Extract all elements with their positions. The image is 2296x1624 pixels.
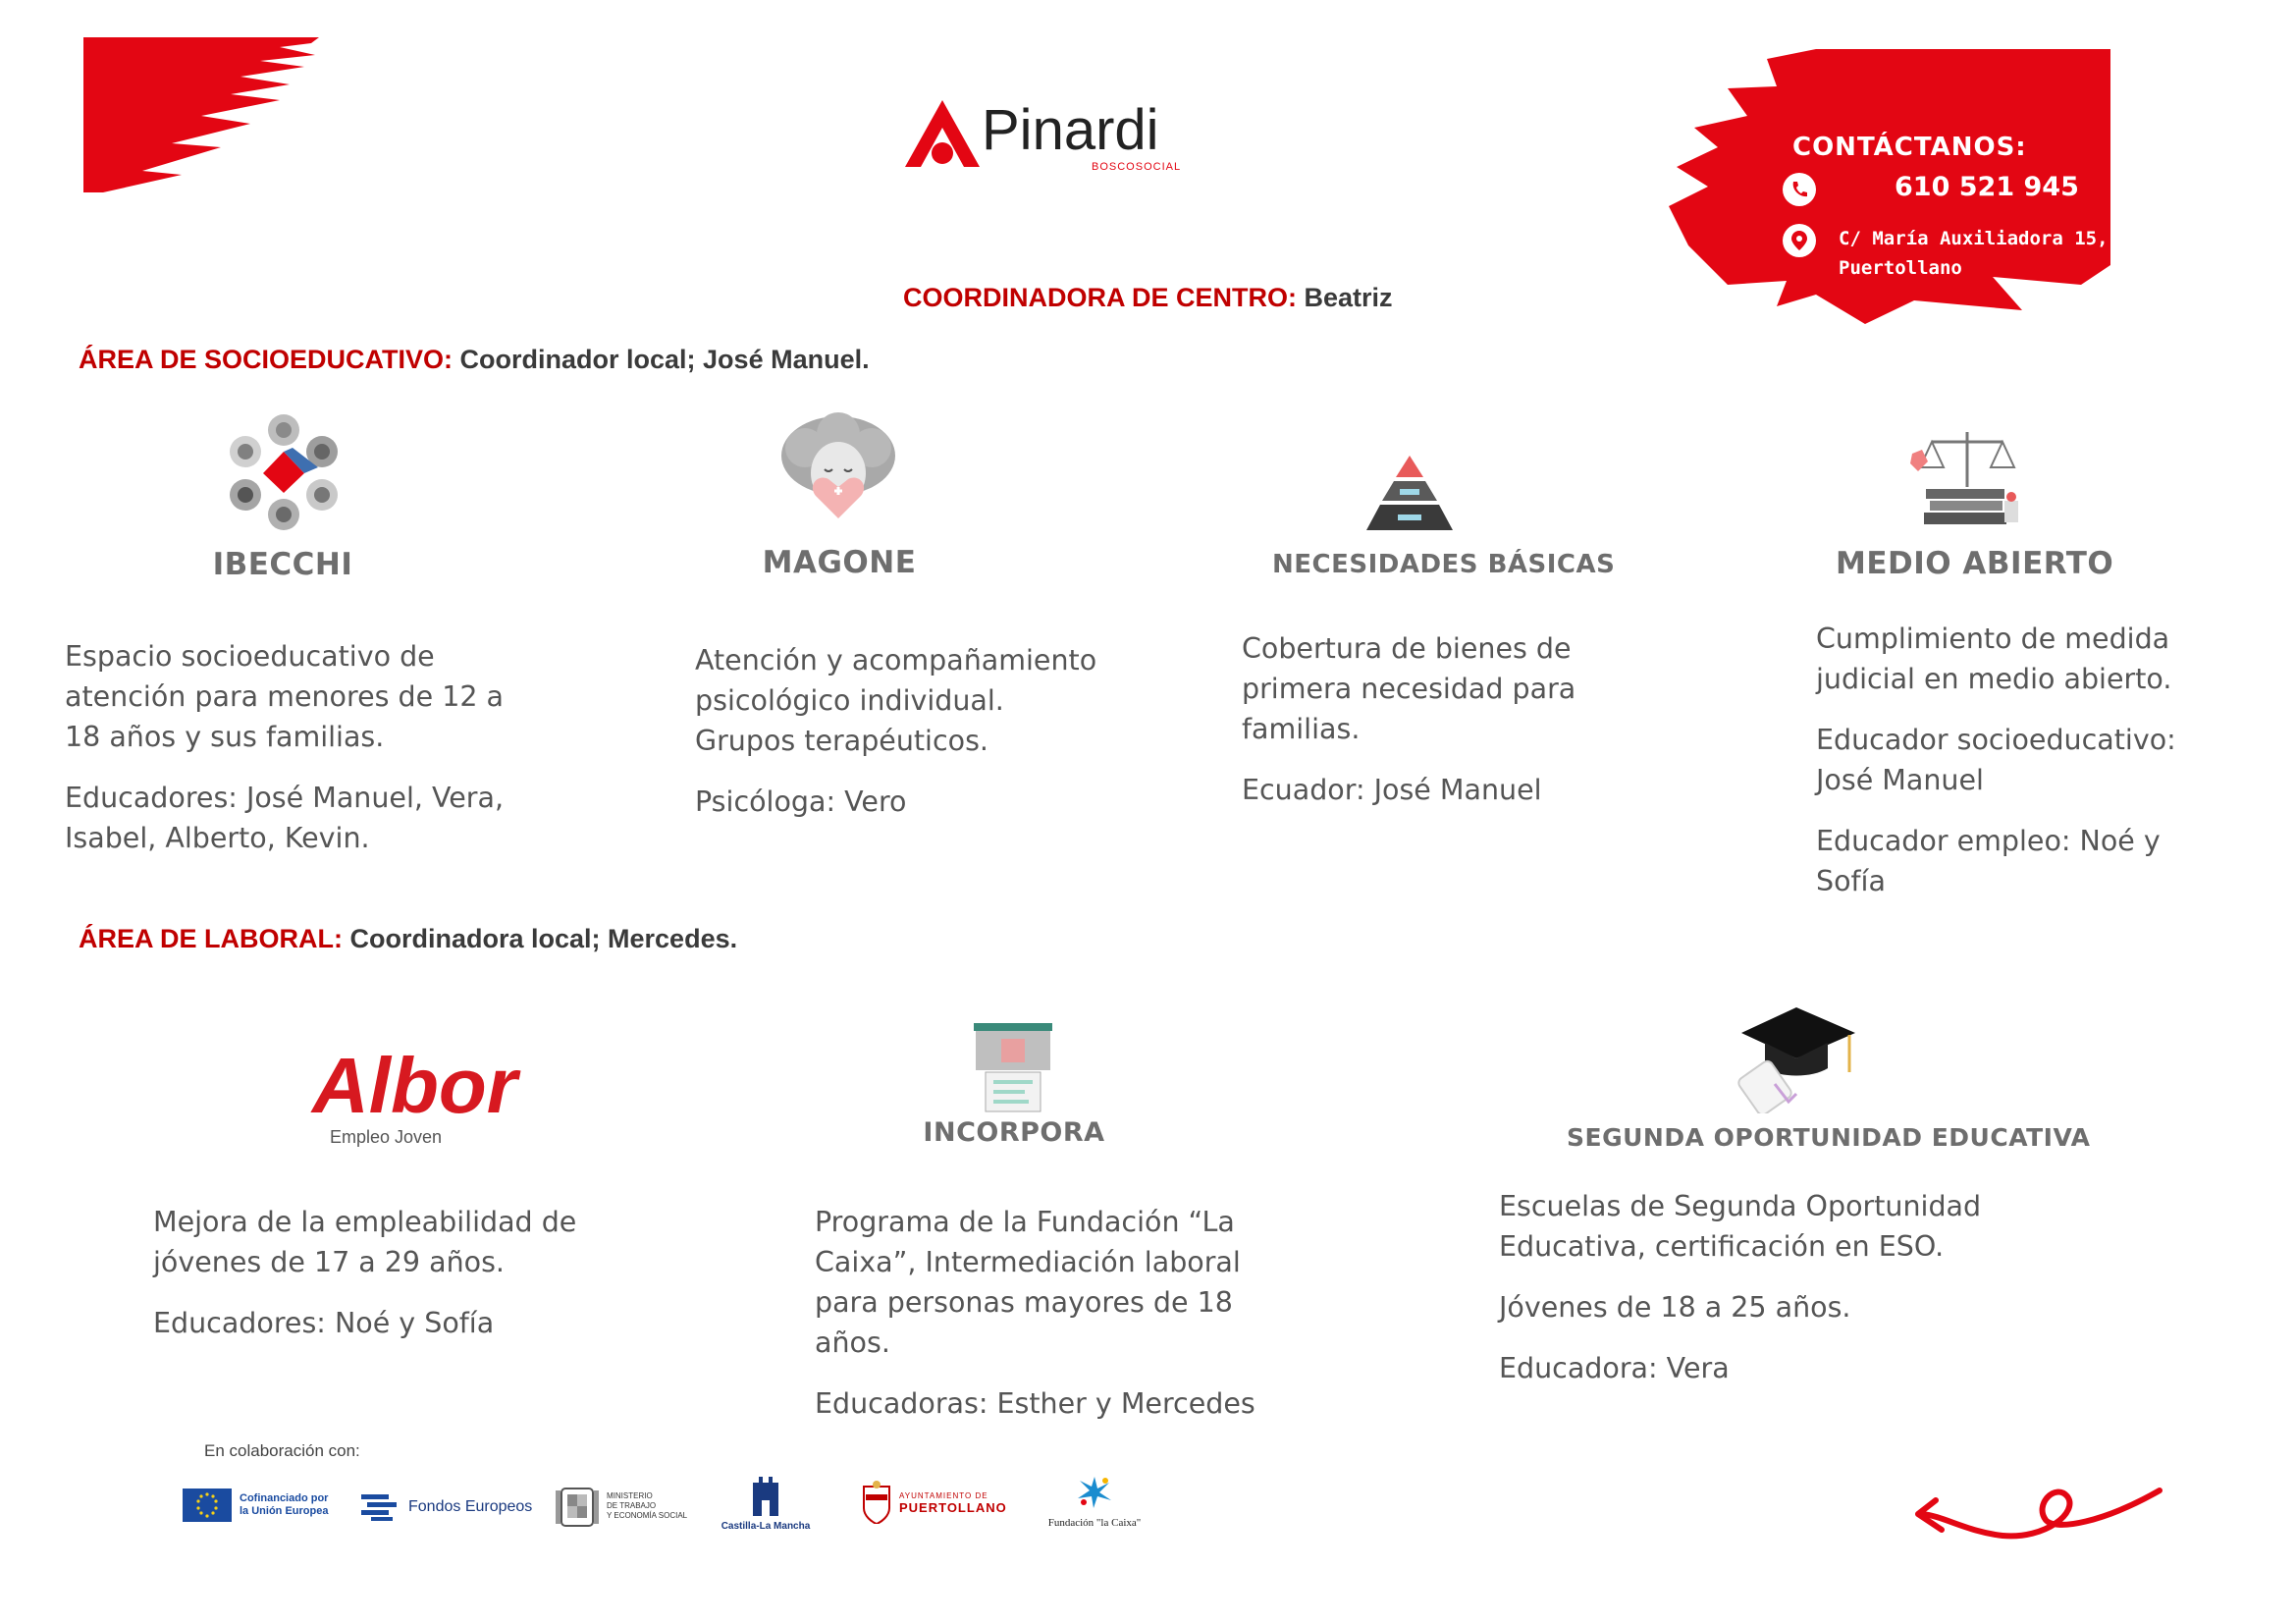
coordinator-line (903, 283, 1393, 313)
contact-address-line2: Puertollano (1839, 257, 1962, 279)
fondos-europeos-text: Fondos Europeos (408, 1498, 533, 1515)
castilla-la-mancha-logo (717, 1473, 815, 1532)
labor-area-heading (79, 924, 737, 954)
albor-paragraph: Mejora de la empleabilidad de jóvenes de 17 a 29 años. (153, 1206, 577, 1278)
segunda-oportunidad-title: SEGUNDA OPORTUNIDAD EDUCATIVA (1567, 1123, 2091, 1152)
ayuntamiento-puertollano-logo (862, 1481, 1007, 1524)
medio-abierto-paragraph: Cumplimiento de medida judicial en medio abierto. (1816, 623, 2172, 695)
eu-cofinanced-logo (183, 1489, 328, 1522)
brand-sub: BOSCOSOCIAL (1092, 161, 1182, 173)
ministerio-logo (556, 1483, 687, 1530)
ibecchi-people-circle-icon (224, 412, 344, 532)
contact-address (1839, 224, 2109, 283)
magone-title: MAGONE (762, 545, 917, 580)
incorpora-paragraph: Programa de la Fundación “La Caixa”, Intermediación laboral para personas mayores de 18 años. (815, 1206, 1241, 1359)
socio-area-label: ÁREA DE SOCIOEDUCATIVO: (79, 345, 454, 374)
incorpora-description (815, 1202, 1306, 1444)
ministerio-line3: Y ECONOMÍA SOCIAL (607, 1511, 688, 1520)
albor-logo-sub: Empleo Joven (330, 1127, 443, 1147)
contact-phone[interactable]: 610 521 945 (1895, 172, 2079, 202)
ibecchi-paragraph: Espacio socioeducativo de atención para menores de 12 a 18 años y sus familias. (65, 640, 504, 753)
ibecchi-description (65, 636, 546, 879)
justice-scale-books-icon (1908, 428, 2026, 530)
graduation-cap-icon (1732, 1003, 1859, 1113)
medio-abierto-description (1816, 619, 2238, 922)
ayto-line1: AYUNTAMIENTO DE (899, 1491, 988, 1500)
puertollano-shield-icon (862, 1481, 891, 1524)
albor-description (153, 1202, 634, 1364)
albor-logo (312, 1042, 517, 1129)
magone-paragraph: Atención y acompañamiento psicológico individual. Grupos terapéuticos. (695, 644, 1097, 757)
la-caixa-text: Fundación "la Caixa" (1047, 1517, 1142, 1529)
needs-description (1242, 628, 1654, 831)
coordinator-label: COORDINADORA DE CENTRO: (903, 283, 1297, 312)
incorpora-title: INCORPORA (923, 1117, 1105, 1148)
segunda-oportunidad-paragraph: Jóvenes de 18 a 25 años. (1499, 1291, 1851, 1324)
ayto-line2: PUERTOLLANO (899, 1500, 1007, 1515)
castilla-castle-icon (751, 1473, 780, 1516)
magone-description (695, 640, 1107, 842)
segunda-oportunidad-description (1499, 1186, 2088, 1409)
fondos-europeos-icon (361, 1492, 400, 1522)
albor-logo-text: Albor (312, 1042, 517, 1129)
spain-coat-of-arms-icon (556, 1483, 599, 1530)
phone-icon (1783, 173, 1816, 206)
segunda-oportunidad-paragraph: Educadora: Vera (1499, 1352, 1730, 1384)
partners-label: En colaboración con: (204, 1441, 360, 1460)
magone-brain-heart-icon (777, 412, 899, 522)
eu-text-line2: la Unión Europea (240, 1505, 329, 1517)
segunda-oportunidad-paragraph: Escuelas de Segunda Oportunidad Educativa, certificación en ESO. (1499, 1190, 1982, 1263)
medio-abierto-paragraph: Educador empleo: Noé y Sofía (1816, 825, 2161, 897)
red-brush-stroke-decoration (83, 37, 319, 192)
needs-paragraph: Ecuador: José Manuel (1242, 774, 1542, 806)
incorpora-paragraph: Educadoras: Esther y Mercedes (815, 1387, 1255, 1420)
location-pin-icon (1783, 224, 1816, 257)
fondos-europeos-logo (361, 1492, 532, 1522)
castilla-text: Castilla-La Mancha (721, 1521, 811, 1532)
eu-text-line1: Cofinanciado por (240, 1492, 329, 1504)
labor-area-label: ÁREA DE LABORAL: (79, 924, 343, 953)
needs-paragraph: Cobertura de bienes de primera necesidad para familias. (1242, 632, 1576, 745)
needs-pyramid-icon (1364, 454, 1455, 534)
ibecchi-paragraph: Educadores: José Manuel, Vera, Isabel, Alberto, Kevin. (65, 782, 505, 854)
needs-title: NECESIDADES BÁSICAS (1272, 550, 1616, 579)
socio-area-value: Coordinador local; José Manuel. (453, 345, 870, 374)
magone-paragraph: Psicóloga: Vero (695, 785, 907, 818)
fundacion-la-caixa-logo (1033, 1473, 1156, 1529)
contact-title: CONTÁCTANOS: (1792, 133, 2027, 162)
red-loop-arrow-decoration (1908, 1473, 2163, 1581)
socio-area-heading (79, 345, 870, 375)
la-caixa-star-icon (1070, 1473, 1119, 1512)
medio-abierto-paragraph: Educador socioeducativo: José Manuel (1816, 724, 2176, 796)
incorpora-laptop-icon (972, 1021, 1054, 1115)
ibecchi-title: IBECCHI (212, 547, 353, 582)
coordinator-value: Beatriz (1297, 283, 1393, 312)
ministerio-line2: DE TRABAJO (607, 1501, 657, 1510)
brand-name: Pinardi (982, 98, 1159, 162)
pinardi-logo (903, 98, 1188, 177)
labor-area-value: Coordinadora local; Mercedes. (343, 924, 738, 953)
pinardi-mark-icon (903, 98, 982, 169)
eu-flag-icon (183, 1489, 232, 1522)
albor-paragraph: Educadores: Noé y Sofía (153, 1307, 495, 1339)
contact-address-line1: C/ María Auxiliadora 15, (1839, 228, 2109, 249)
medio-abierto-title: MEDIO ABIERTO (1836, 546, 2114, 581)
ministerio-line1: MINISTERIO (607, 1491, 653, 1500)
